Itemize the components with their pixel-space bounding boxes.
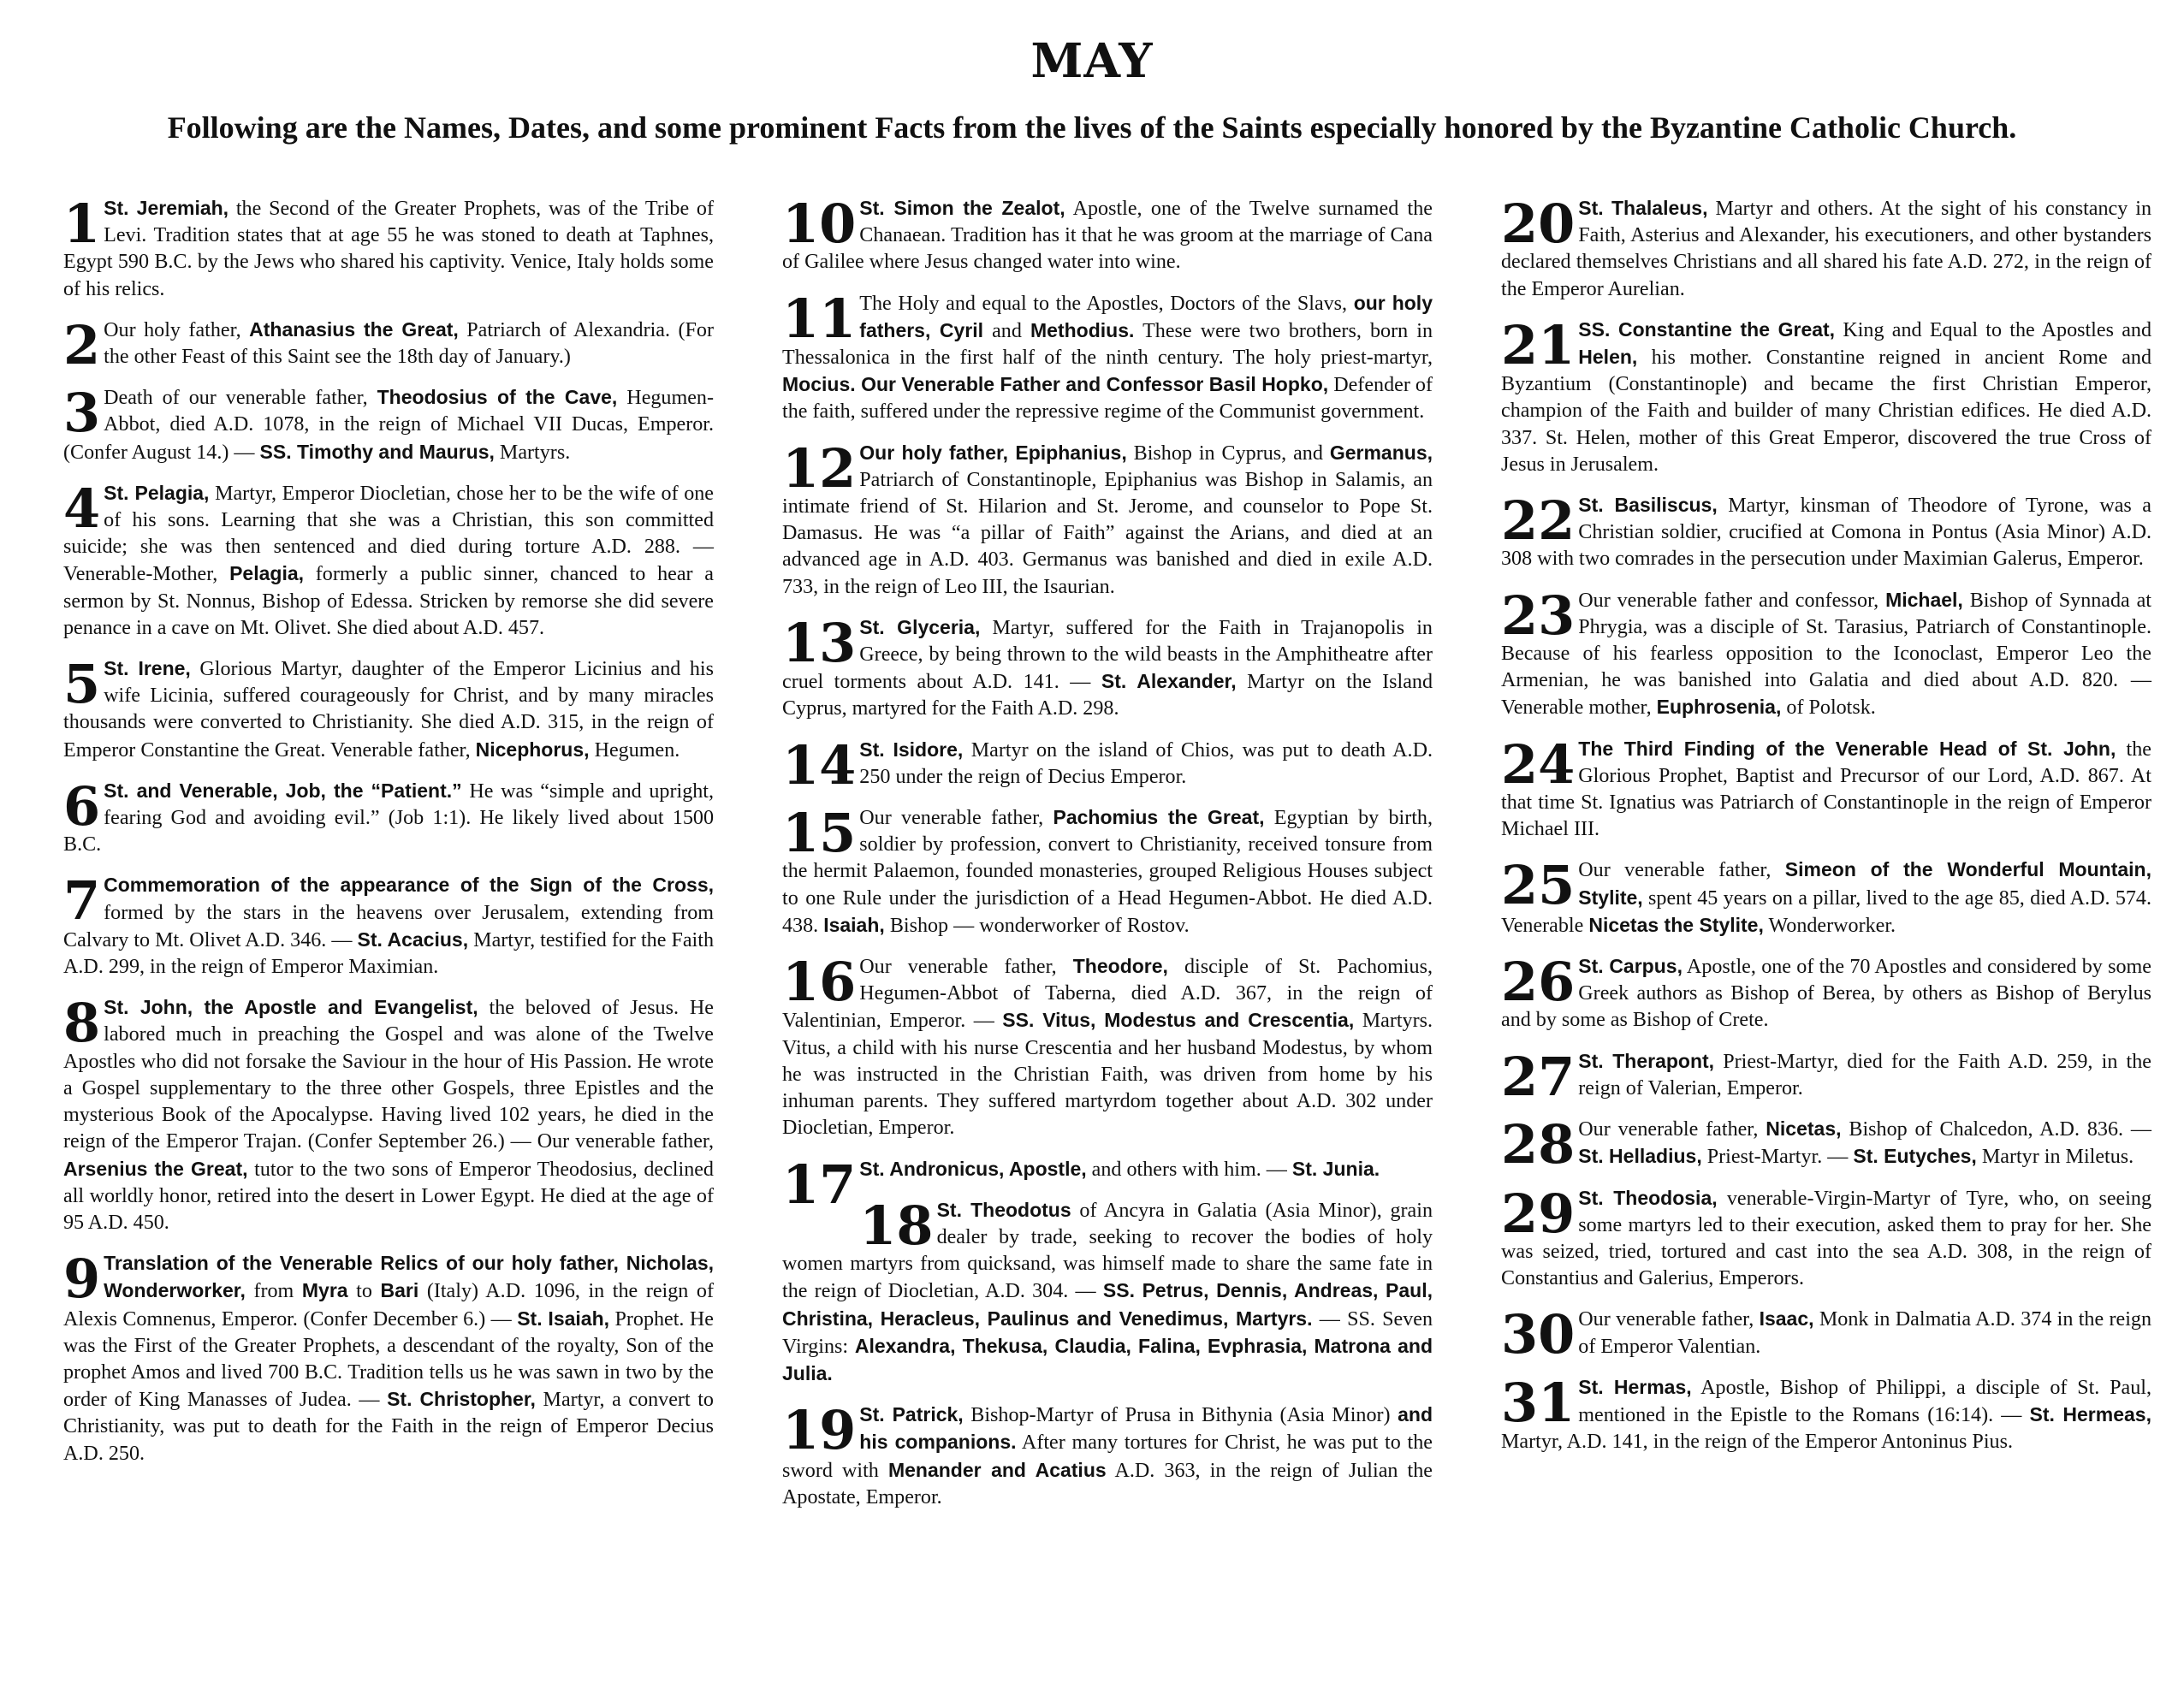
entry-text: and others with him. — bbox=[1086, 1158, 1292, 1181]
saint-entry-day-1 bbox=[63, 195, 714, 303]
saint-name: Nicetas, bbox=[1766, 1117, 1842, 1141]
entry-text: Wonderworker. bbox=[1763, 914, 1896, 937]
entry-text: Our holy father, bbox=[104, 318, 250, 341]
entry-text: Glorious Martyr, daughter of the Emperor Licinius and his wife Licinia, suffered courageously for Christ, and by many miracles thousands were converted to Christianity. She died A.D. 315, in the reign of Emperor Constantine the Great. Venerable father, bbox=[63, 658, 714, 762]
day-number: 2 bbox=[63, 313, 101, 376]
saint-name: St. Carpus, bbox=[1578, 955, 1683, 978]
saint-entry-day-21 bbox=[1501, 313, 2151, 478]
saint-entry-day-11 bbox=[782, 287, 1433, 426]
saint-entry-day-15 bbox=[782, 804, 1433, 939]
saint-name: St. Acacius, bbox=[357, 928, 469, 951]
saints-columns bbox=[63, 195, 2151, 1684]
saint-name: Athanasius the Great, bbox=[249, 317, 459, 341]
saint-entry-day-31 bbox=[1501, 1371, 2151, 1456]
entry-text: of Polotsk. bbox=[1781, 696, 1876, 720]
entry-text: Hegumen-Abbot, died A.D. 1078, in the reign of Michael VII Ducas, Emperor. (Confer August 14.) — bbox=[63, 387, 714, 464]
entry-text: Priest-Martyr. — bbox=[1701, 1146, 1854, 1169]
day-number: 6 bbox=[63, 774, 101, 838]
saint-entry-day-16 bbox=[782, 953, 1433, 1141]
day-number: 7 bbox=[63, 869, 101, 933]
saint-entry-day-8 bbox=[63, 994, 714, 1236]
saint-entry-day-28 bbox=[1501, 1113, 2151, 1176]
saint-name: Isaac, bbox=[1759, 1307, 1814, 1331]
saint-name: St. John, the Apostle and Evangelist, bbox=[104, 996, 478, 1019]
entry-text: his mother. Constantine reigned in ancient Rome and Byzantium (Constantinople) and became the first Christian Emperor, champion of the Faith and builder of many Christian edifices. He died A.D. 337. St. Helen, mother of this Great Emperor, discovered the true Cross of Jesus in Jerusalem. bbox=[1501, 347, 2151, 476]
column-3 bbox=[1501, 195, 2151, 1684]
saint-entry-day-18 bbox=[782, 1194, 1433, 1388]
saint-name: St. Theodosia, bbox=[1578, 1186, 1718, 1209]
day-number: 3 bbox=[63, 382, 101, 445]
entry-text: Martyr on the Island Cyprus, martyred for the Faith A.D. 298. bbox=[782, 671, 1433, 720]
entry-text: Priest-Martyr, died for the Faith A.D. 259, in the reign of Valerian, Emperor. bbox=[1578, 1050, 2151, 1099]
saint-name: Myra bbox=[301, 1279, 348, 1302]
entry-text: (Italy) A.D. 1096, in the reign of Alexis Comnenus, Emperor. (Confer December 6.) — bbox=[63, 1280, 714, 1331]
day-number: 10 bbox=[782, 193, 857, 255]
saint-name: Our holy father, Epiphanius, bbox=[859, 441, 1127, 464]
column-2 bbox=[782, 195, 1433, 1684]
day-number: 18 bbox=[859, 1194, 934, 1257]
saint-name: SS. Vitus, Modestus and Crescentia, bbox=[1002, 1009, 1355, 1032]
saint-entry-day-19 bbox=[782, 1399, 1433, 1511]
day-number: 31 bbox=[1501, 1371, 1576, 1434]
saint-entry-day-27 bbox=[1501, 1045, 2151, 1108]
entry-text: Martyr on the island of Chios, was put to death A.D. 250 under the reign of Decius Emperor. bbox=[859, 738, 1433, 788]
day-number: 27 bbox=[1501, 1045, 1576, 1108]
entry-text: Bishop in Cyprus, and bbox=[1126, 442, 1330, 465]
saint-name: Bari bbox=[380, 1279, 419, 1302]
entry-text: Bishop — wonderworker of Rostov. bbox=[884, 914, 1190, 937]
day-number: 8 bbox=[63, 992, 101, 1055]
saint-entry-day-3 bbox=[63, 384, 714, 466]
entry-text: Our venerable father and confessor, bbox=[1578, 589, 1886, 612]
saint-name: St. Irene, bbox=[104, 657, 191, 680]
saint-name: St. Helladius, bbox=[1578, 1145, 1702, 1168]
day-number: 17 bbox=[782, 1153, 857, 1216]
entry-text: the Second of the Greater Prophets, was of the Tribe of Levi. Tradition states that at age 55 he was stoned to death at Taphnes, Egypt 590 B.C. by the Jews who shared his captivity. Venice, Italy holds some of his relics. bbox=[63, 198, 714, 300]
saint-name: Menander and Acatius bbox=[887, 1458, 1107, 1481]
entry-text: Patriarch of Constantinople, Epiphanius was Bishop in Salamis, an intimate friend of St. Hilarion and St. Jerome, and counselor to Pope St. Damasus. He was “a pillar of Faith” against the Arians, and died at an advanced age in A.D. 403. Germanus was banished and died in exile A.D. 733, in the reign of Leo III, the Isaurian. bbox=[782, 468, 1433, 598]
day-number: 19 bbox=[782, 1399, 857, 1462]
entry-text: Martyr, A.D. 141, in the reign of the Emperor Antoninus Pius. bbox=[1501, 1431, 2013, 1454]
day-number: 26 bbox=[1501, 951, 1576, 1014]
entry-text: Prophet. He was the First of the Greater Prophets, a descendant of the royalty, Son of the prophet Amos and lived 700 B.C. Tradition tells us he was sawn in two by the order of King Manasses of Judea. — bbox=[63, 1307, 714, 1412]
entry-text: He was “simple and upright, fearing God and avoiding evil.” (Job 1:1). He likely lived about 1500 B.C. bbox=[63, 779, 715, 856]
saint-entry-day-5 bbox=[63, 655, 714, 764]
saint-name: Theodosius of the Cave, bbox=[377, 386, 618, 409]
day-number: 30 bbox=[1501, 1303, 1576, 1366]
entry-text: the beloved of Jesus. He labored much in preaching the Gospel and was alone of the Twelve Apostles who did not forsake the Saviour in the hour of His Passion. He wrote a Gospel supplementary to the three other Gospels, three Epistles and the mysterious Book of the Apocalypse. Having lived 102 years, he died in the reign of the Emperor Trajan. (Confer September 26.) — Our venerable father, bbox=[63, 997, 714, 1153]
entry-text: Martyr, a convert to Christianity, was put to death for the Faith in the reign of Emperor Decius A.D. 250. bbox=[63, 1389, 714, 1465]
entry-text: Defender of the faith, suffered under the repressive regime of the Communist government. bbox=[782, 374, 1433, 424]
saint-name: Arsenius the Great, bbox=[63, 1157, 248, 1180]
entry-text: to bbox=[347, 1280, 381, 1303]
entry-text: — SS. Seven Virgins: bbox=[782, 1307, 1433, 1358]
day-number: 20 bbox=[1501, 193, 1576, 255]
entry-text: Martyr, suffered for the Faith in Trajanopolis in Greece, by being thrown to the wild beasts in the Amphitheatre after cruel torments about A.D. 141. — bbox=[782, 616, 1433, 694]
saint-entry-day-22 bbox=[1501, 489, 2151, 573]
saint-name: SS. Petrus, Dennis, Andreas, Paul, Christina, Heracleus, Paulinus and Venedimus, Martyrs. bbox=[782, 1279, 1433, 1330]
entry-text: Martyr, kinsman of Theodore of Tyrone, was a Christian soldier, crucified at Comona in Pontus (Asia Minor) A.D. 308 with two comrades in the persecution under Maximian Galerus, Emperor. bbox=[1501, 495, 2151, 571]
saint-name: St. Pelagia, bbox=[104, 481, 210, 504]
column-1 bbox=[63, 195, 714, 1684]
day-number: 9 bbox=[63, 1248, 101, 1311]
saint-entry-day-24 bbox=[1501, 732, 2151, 844]
entry-text: Our venerable father, bbox=[1578, 859, 1785, 882]
saint-entry-day-13 bbox=[782, 611, 1433, 723]
saint-name: St. Patrick, bbox=[859, 1403, 964, 1426]
entry-text: Hegumen. bbox=[589, 738, 680, 762]
entry-text: Our venerable father, bbox=[859, 956, 1073, 979]
saint-name: St. Junia. bbox=[1291, 1157, 1380, 1180]
saint-name: Nicephorus, bbox=[475, 738, 590, 761]
day-number: 11 bbox=[782, 287, 857, 350]
saint-name: St. Isidore, bbox=[859, 738, 964, 761]
day-number: 1 bbox=[63, 193, 101, 255]
entry-text: the Glorious Prophet, Baptist and Precursor of our Lord, A.D. 867. At that time St. Ignatius was Patriarch of Constantinople in the reign of Emperor Michael III. bbox=[1501, 738, 2151, 841]
page-title: MAY bbox=[1030, 33, 1154, 88]
entry-text: Apostle, one of the Twelve surnamed the Chanaean. Tradition has it that he was groom at the marriage of Cana of Galilee where Jesus changed water into wine. bbox=[782, 198, 1433, 274]
saint-name: Pachomius the Great, bbox=[1053, 806, 1265, 829]
saint-name: St. Hermas, bbox=[1578, 1375, 1692, 1398]
entry-text: Our venerable father, bbox=[1578, 1308, 1760, 1331]
entry-text: Martyr and others. At the sight of his constancy in Faith, Asterius and Alexander, his executioners, and other bystanders declared themselves Christians and all shared his fate A.D. 272, in the reign of the Emperor Aurelian. bbox=[1501, 198, 2151, 300]
day-number: 16 bbox=[782, 951, 857, 1014]
saint-name: our holy fathers, Cyril bbox=[859, 291, 1433, 341]
saint-name: Translation of the Venerable Relics of our holy father, Nicholas, Wonderworker, bbox=[104, 1252, 714, 1302]
saint-name: Methodius. bbox=[1030, 318, 1135, 341]
saint-entry-day-29 bbox=[1501, 1182, 2151, 1293]
saint-name: St. Andronicus, Apostle, bbox=[859, 1157, 1087, 1180]
entry-text: Apostle, one of the 70 Apostles and considered by some Greek authors as Bishop of Berea, by others as Bishop of Berylus and by some as Bishop of Crete. bbox=[1501, 956, 2151, 1032]
day-number: 28 bbox=[1501, 1113, 1576, 1176]
saint-name: St. Isaiah, bbox=[517, 1307, 610, 1330]
saint-entry-day-6 bbox=[63, 774, 715, 859]
saint-entry-day-7 bbox=[63, 869, 714, 981]
saint-name: St. Simon the Zealot, bbox=[859, 197, 1065, 219]
saint-name: St. Jeremiah, bbox=[104, 197, 229, 219]
saint-name: Michael, bbox=[1885, 588, 1963, 611]
entry-text: Egyptian by birth, soldier by profession, convert to Christianity, received tonsure from the hermit Palaemon, founded monasteries, grouped Religious Houses subject to one Rule under the jurisdiction of a Head Hegumen-Abbot. He died A.D. 438. bbox=[782, 807, 1433, 937]
saint-name: Germanus, bbox=[1329, 441, 1433, 464]
saint-name: St. Thalaleus, bbox=[1578, 197, 1708, 219]
saint-name: Theodore, bbox=[1072, 955, 1168, 978]
entry-text: A.D. 363, in the reign of Julian the Apostate, Emperor. bbox=[782, 1459, 1433, 1508]
saint-name: St. Glyceria, bbox=[859, 615, 981, 638]
entry-text: tutor to the two sons of Emperor Theodosius, declined all worldly honor, retired into the desert in Lower Egypt. He died at the age of 95 A.D. 450. bbox=[63, 1158, 714, 1234]
entry-text: formerly a public sinner, chanced to hear a sermon by St. Nonnus, Bishop of Edessa. Stricken by remorse she did severe penance in a cave on Mt. Olivet. She died about A.D. 457. bbox=[63, 563, 714, 639]
saint-name: The Third Finding of the Venerable Head of St. John, bbox=[1578, 737, 2116, 760]
day-number: 13 bbox=[782, 611, 857, 674]
saint-name: and his companions. bbox=[859, 1403, 1433, 1454]
saint-name: SS. Timothy and Maurus, bbox=[259, 440, 495, 463]
entry-text: spent 45 years on a pillar, lived to the age 85, died A.D. 574. Venerable bbox=[1501, 886, 2151, 937]
saint-entry-day-26 bbox=[1501, 953, 2151, 1034]
day-number: 21 bbox=[1501, 313, 1576, 376]
day-number: 25 bbox=[1501, 854, 1576, 917]
day-number: 12 bbox=[782, 436, 857, 500]
saint-entry-day-20 bbox=[1501, 195, 2151, 303]
entry-text: The Holy and equal to the Apostles, Doctors of the Slavs, bbox=[859, 292, 1354, 315]
saint-entry-day-25 bbox=[1501, 856, 2151, 939]
entry-text: After many tortures for Christ, he was put to the sword with bbox=[782, 1431, 1433, 1482]
page-subtitle: Following are the Names, Dates, and some prominent Facts from the lives of the Saints especially honored by the Byzantine Catholic Church. bbox=[167, 110, 2017, 145]
day-number: 15 bbox=[782, 802, 857, 865]
day-number: 23 bbox=[1501, 584, 1576, 647]
day-number: 22 bbox=[1501, 489, 1576, 553]
saint-name: St. Alexander, bbox=[1101, 670, 1237, 693]
entry-text: Monk in Dalmatia A.D. 374 in the reign of Emperor Valentian. bbox=[1578, 1308, 2151, 1358]
saint-name: St. Eutyches, bbox=[1853, 1145, 1977, 1168]
saint-name: St. Therapont, bbox=[1578, 1049, 1715, 1072]
entry-text: Martyr, testified for the Faith A.D. 299, in the reign of Emperor Maximian. bbox=[63, 928, 714, 979]
entry-text: Martyr in Miletus. bbox=[1976, 1146, 2134, 1169]
saint-entry-day-10 bbox=[782, 195, 1433, 276]
day-number: 24 bbox=[1501, 732, 1576, 796]
saint-name: St. Basiliscus, bbox=[1578, 494, 1718, 517]
saint-name: St. Theodotus bbox=[936, 1198, 1071, 1221]
day-number: 14 bbox=[782, 733, 857, 797]
entry-text: King and Equal to the Apostles and bbox=[1835, 318, 2151, 341]
entry-text: Martyr, Emperor Diocletian, chose her to be the wife of one of his sons. Learning that she was a Christian, this son committed suicide; she was then sentenced and died during torture A.D. 288. — Venerable-Mother, bbox=[63, 482, 714, 586]
saint-name: Commemoration of the appearance of the Sign of the Cross, bbox=[104, 874, 714, 897]
entry-text: and bbox=[982, 319, 1030, 342]
saint-name: Simeon of the Wonderful Mountain, Stylite, bbox=[1578, 858, 2151, 909]
saint-name: Alexandra, Thekusa, Claudia, Falina, Evphrasia, Matrona and Julia. bbox=[782, 1334, 1433, 1384]
saint-name: St. Christopher, bbox=[387, 1388, 536, 1411]
saint-name: Euphrosenia, bbox=[1656, 696, 1782, 719]
saint-name: Isaiah, bbox=[823, 913, 885, 936]
entry-text: venerable-Virgin-Martyr of Tyre, who, on seeing some martyrs led to their execution, asked them to pray for her. She was seized, tried, tortured and cast into the sea A.D. 308, in the reign of Constantius and Galerius, Emperors. bbox=[1501, 1187, 2151, 1290]
day-number: 5 bbox=[63, 653, 101, 716]
entry-text: Death of our venerable father, bbox=[104, 387, 377, 410]
saint-name: St. and Venerable, Job, the “Patient.” bbox=[104, 779, 462, 802]
saint-entry-day-2 bbox=[63, 313, 714, 376]
day-number: 4 bbox=[63, 477, 101, 540]
saint-name: SS. Constantine the Great, bbox=[1578, 317, 1836, 341]
entry-text: Martyrs. bbox=[494, 441, 571, 464]
saint-name: Mocius. Our Venerable Father and Confessor Basil Hopko, bbox=[782, 373, 1329, 396]
day-number: 29 bbox=[1501, 1182, 1576, 1245]
entry-text: from bbox=[245, 1280, 302, 1303]
saint-name: Helen, bbox=[1578, 346, 1638, 369]
entry-text: Our venerable father, bbox=[1578, 1118, 1766, 1141]
entry-text: formed by the stars in the heavens over Jerusalem, extending from Calvary to Mt. Olivet A.D. 346. — bbox=[63, 901, 714, 951]
saint-entry-day-14 bbox=[782, 733, 1433, 797]
entry-text: of Ancyra in Galatia (Asia Minor), grain dealer by trade, seeking to recover the bodies of holy women martyrs from quicksand, was himself made to share the same fate in the reign of Diocletian, A.D. 304. — bbox=[782, 1199, 1433, 1303]
entry-text: Bishop of Chalcedon, A.D. 836. — bbox=[1841, 1118, 2151, 1141]
entry-text: Bishop-Martyr of Prusa in Bithynia (Asia Minor) bbox=[963, 1404, 1398, 1427]
entry-text: Martyrs. Vitus, a child with his nurse Crescentia and her husband Modestus, by whom he was instructed in the Christian Faith, was driven from home by his inhuman parents. They suffered martyrdom together about A.D. 302 under Diocletian, Emperor. bbox=[782, 1010, 1433, 1140]
saint-entry-day-4 bbox=[63, 477, 714, 642]
saint-entry-day-12 bbox=[782, 436, 1433, 601]
saint-entry-day-9 bbox=[63, 1250, 714, 1467]
entry-text: Patriarch of Alexandria. (For the other Feast of this Saint see the 18th day of January.) bbox=[104, 318, 714, 369]
saint-name: Nicetas the Stylite, bbox=[1588, 913, 1764, 936]
entry-text: Our venerable father, bbox=[859, 807, 1053, 830]
saint-name: Pelagia, bbox=[229, 562, 305, 585]
entry-text: disciple of St. Pachomius, Hegumen-Abbot of Taberna, died A.D. 367, in the reign of Valentinian, Emperor. — bbox=[782, 956, 1433, 1033]
saint-name: St. Hermeas, bbox=[2029, 1402, 2151, 1425]
entry-text: Bishop of Synnada at Phrygia, was a disciple of St. Tarasius, Patriarch of Constantinople. Because of his fearless opposition to the Iconoclast, Emperor Leo the Armenian, he was banished into Galatia and died about A.D. 820. — Venerable mother, bbox=[1501, 589, 2151, 720]
entry-text: Apostle, Bishop of Philippi, a disciple of St. Paul, mentioned in the Epistle to the Romans (16:14). — bbox=[1578, 1376, 2151, 1426]
saint-entry-day-23 bbox=[1501, 584, 2151, 722]
saint-entry-day-30 bbox=[1501, 1303, 2151, 1366]
entry-text: These were two brothers, born in Thessalonica in the first half of the ninth century. The holy priest-martyr, bbox=[782, 319, 1433, 370]
